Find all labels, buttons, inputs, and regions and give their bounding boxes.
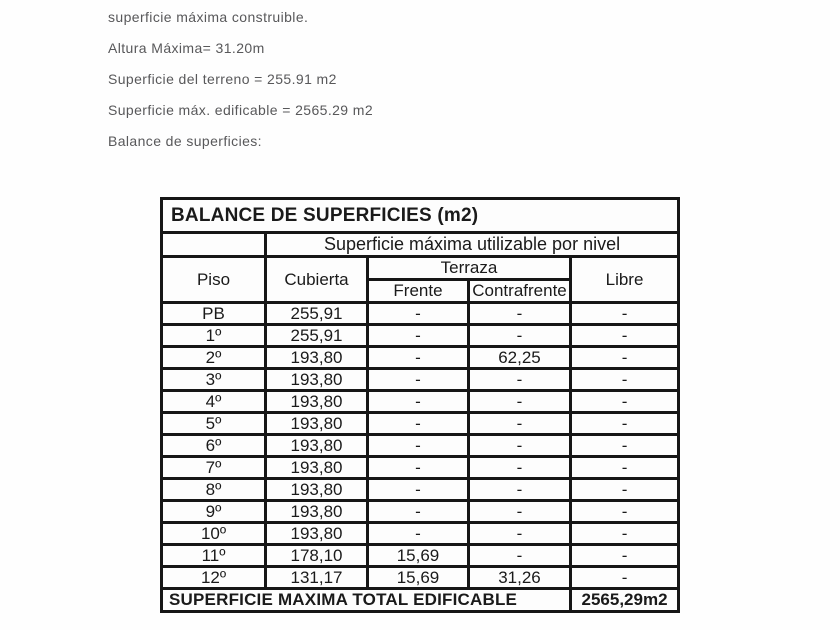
cell-frente: - [368, 391, 469, 413]
table-row [162, 479, 679, 501]
table-row [162, 567, 679, 589]
table-row [162, 391, 679, 413]
cell-frente: - [368, 435, 469, 457]
subtitle-empty-cell [162, 233, 266, 257]
cell-piso: 10º [162, 523, 266, 545]
table-title-row [162, 199, 679, 233]
cell-cubierta: 255,91 [266, 303, 368, 325]
cell-libre: - [571, 413, 679, 435]
intro-line-superficie-terreno: Superficie del terreno = 255.91 m2 [108, 71, 337, 87]
table-row [162, 325, 679, 347]
cell-cubierta: 193,80 [266, 501, 368, 523]
cell-cubierta: 193,80 [266, 347, 368, 369]
cell-cubierta: 193,80 [266, 479, 368, 501]
cell-libre: - [571, 435, 679, 457]
cell-cubierta: 131,17 [266, 567, 368, 589]
footer-label: SUPERFICIE MAXIMA TOTAL EDIFICABLE [162, 589, 571, 612]
cell-contrafrente: - [469, 457, 571, 479]
cell-contrafrente: - [469, 325, 571, 347]
cell-cubierta: 193,80 [266, 391, 368, 413]
cell-libre: - [571, 369, 679, 391]
col-header-contrafrente: Contrafrente [469, 280, 571, 303]
cell-frente: - [368, 413, 469, 435]
table-row [162, 501, 679, 523]
cell-frente: - [368, 479, 469, 501]
table-body [162, 303, 679, 589]
table-row [162, 369, 679, 391]
cell-frente: 15,69 [368, 545, 469, 567]
cell-piso: 8º [162, 479, 266, 501]
cell-contrafrente: - [469, 479, 571, 501]
table-row [162, 523, 679, 545]
footer-value: 2565,29m2 [571, 589, 679, 612]
table-row [162, 303, 679, 325]
table-title: BALANCE DE SUPERFICIES (m2) [162, 199, 679, 233]
cell-libre: - [571, 347, 679, 369]
cell-cubierta: 193,80 [266, 413, 368, 435]
cell-contrafrente: - [469, 523, 571, 545]
cell-piso: 4º [162, 391, 266, 413]
cell-cubierta: 178,10 [266, 545, 368, 567]
cell-contrafrente: - [469, 545, 571, 567]
cell-contrafrente: - [469, 435, 571, 457]
cell-piso: 9º [162, 501, 266, 523]
cell-libre: - [571, 325, 679, 347]
cell-libre: - [571, 545, 679, 567]
cell-cubierta: 255,91 [266, 325, 368, 347]
table-row [162, 545, 679, 567]
cell-piso: PB [162, 303, 266, 325]
cell-piso: 2º [162, 347, 266, 369]
col-header-terraza: Terraza [368, 257, 571, 280]
col-header-frente: Frente [368, 280, 469, 303]
cell-piso: 6º [162, 435, 266, 457]
cell-contrafrente: - [469, 391, 571, 413]
cell-libre: - [571, 457, 679, 479]
table-row [162, 435, 679, 457]
cell-cubierta: 193,80 [266, 457, 368, 479]
cell-piso: 12º [162, 567, 266, 589]
table-subtitle: Superficie máxima utilizable por nivel [266, 233, 679, 257]
balance-table [160, 197, 680, 613]
table-header-row-top [162, 257, 679, 280]
cell-libre: - [571, 501, 679, 523]
cell-frente: - [368, 457, 469, 479]
cell-cubierta: 193,80 [266, 523, 368, 545]
cell-piso: 3º [162, 369, 266, 391]
intro-line-altura-maxima: Altura Máxima= 31.20m [108, 40, 265, 56]
cell-contrafrente: 62,25 [469, 347, 571, 369]
cell-libre: - [571, 303, 679, 325]
cell-contrafrente: - [469, 303, 571, 325]
cell-libre: - [571, 391, 679, 413]
table-row [162, 457, 679, 479]
cell-frente: - [368, 523, 469, 545]
cell-piso: 1º [162, 325, 266, 347]
cell-libre: - [571, 567, 679, 589]
cell-piso: 7º [162, 457, 266, 479]
col-header-piso: Piso [162, 257, 266, 303]
col-header-libre: Libre [571, 257, 679, 303]
cell-cubierta: 193,80 [266, 435, 368, 457]
cell-frente: - [368, 501, 469, 523]
cell-frente: - [368, 325, 469, 347]
table-subtitle-row [162, 233, 679, 257]
cell-frente: - [368, 369, 469, 391]
intro-line-superficie-edificable: Superficie máx. edificable = 2565.29 m2 [108, 102, 374, 118]
cell-contrafrente: - [469, 501, 571, 523]
cell-cubierta: 193,80 [266, 369, 368, 391]
cell-piso: 5º [162, 413, 266, 435]
cell-libre: - [571, 523, 679, 545]
table-footer-row [162, 589, 679, 612]
cell-frente: - [368, 347, 469, 369]
cell-frente: 15,69 [368, 567, 469, 589]
intro-text [108, 2, 373, 157]
table-row [162, 413, 679, 435]
cell-libre: - [571, 479, 679, 501]
cell-contrafrente: - [469, 369, 571, 391]
intro-line-balance: Balance de superficies: [108, 133, 262, 149]
cell-contrafrente: 31,26 [469, 567, 571, 589]
intro-line-construible: superficie máxima construible. [108, 9, 309, 25]
col-header-cubierta: Cubierta [266, 257, 368, 303]
cell-frente: - [368, 303, 469, 325]
cell-contrafrente: - [469, 413, 571, 435]
cell-piso: 11º [162, 545, 266, 567]
table-row [162, 347, 679, 369]
